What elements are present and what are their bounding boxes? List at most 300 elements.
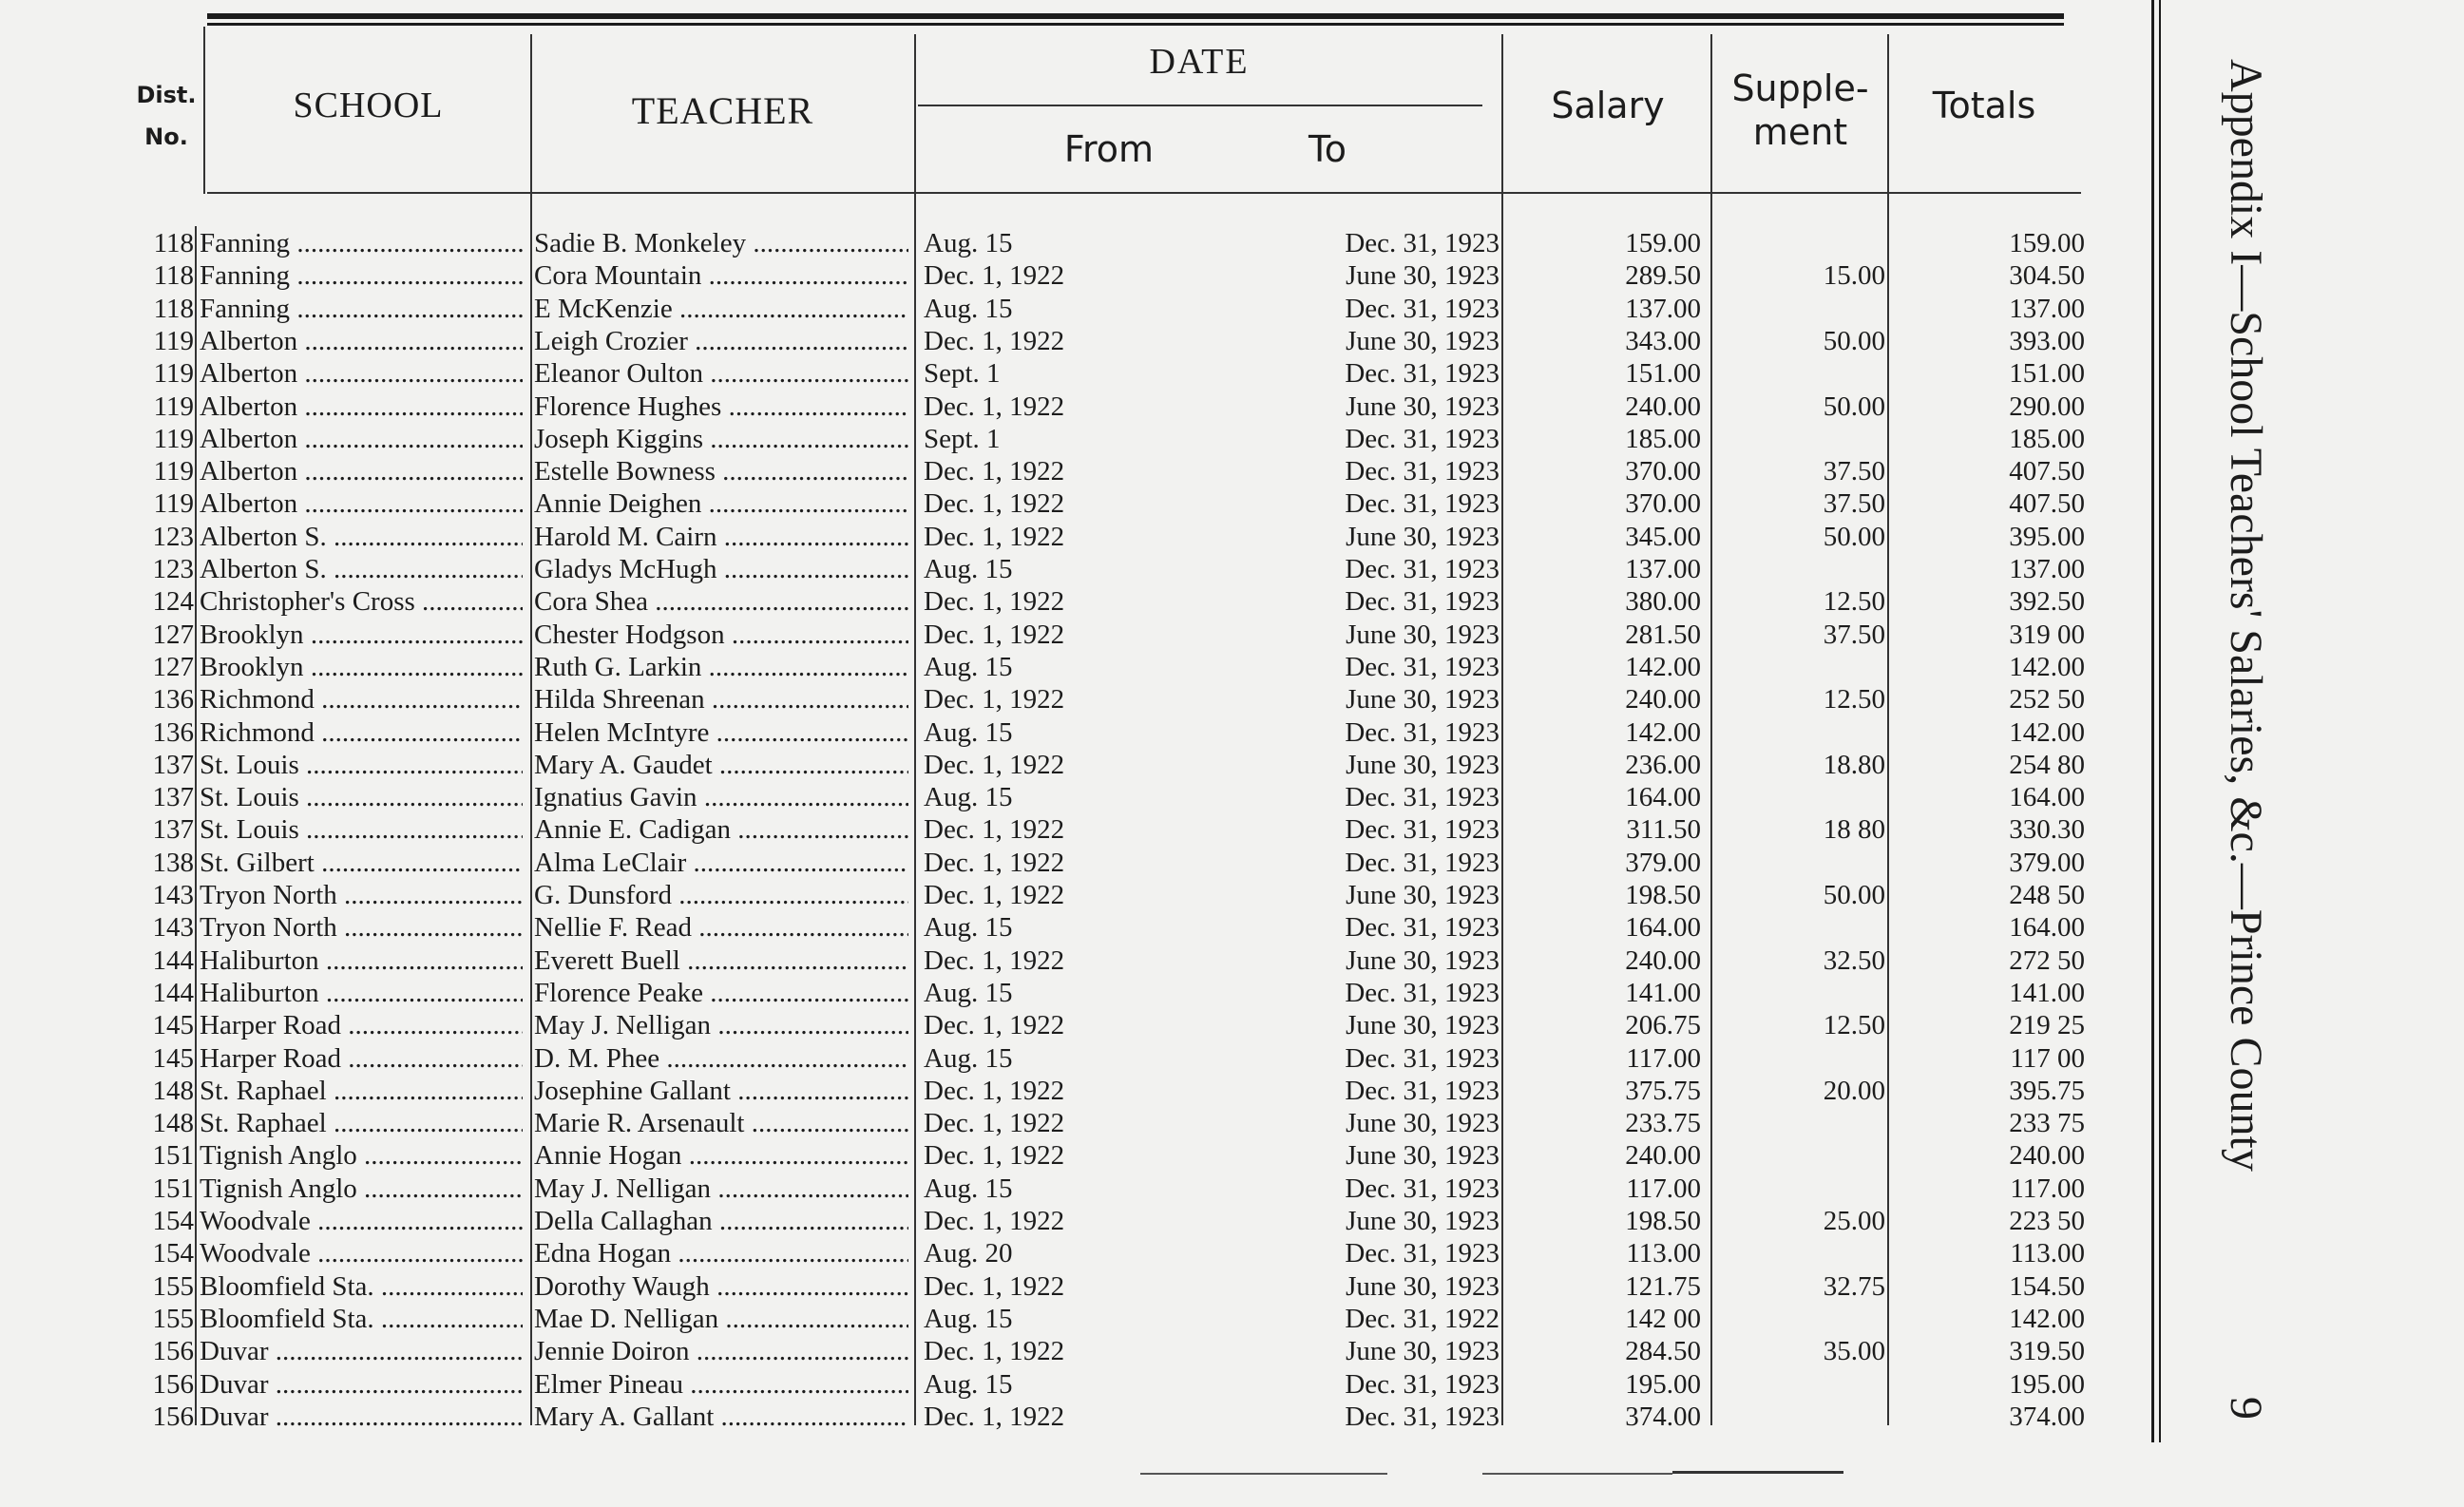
header-teacher: TEACHER: [631, 89, 814, 132]
date-to: June 30, 1923: [1346, 1140, 1499, 1172]
table-row: [0, 1335, 2091, 1367]
total: 254 80: [2009, 749, 2085, 780]
teacher-name: Edna Hogan .....: [534, 1237, 908, 1269]
salary: 240.00: [1625, 944, 1701, 976]
table-row: [0, 977, 2091, 1009]
date-to: Dec. 31, 1923: [1345, 1238, 1499, 1269]
school-name: Alberton .....: [200, 391, 523, 423]
salary: 289.50: [1625, 260, 1701, 292]
teacher-name: Jennie Doiron .....: [534, 1335, 908, 1367]
header-dist-line2: No.: [144, 124, 188, 150]
salary: 142.00: [1625, 716, 1701, 748]
total: 379.00: [2009, 847, 2085, 878]
table-row: [0, 813, 2091, 846]
table-row: [0, 1401, 2091, 1433]
dist-no: 118: [153, 228, 194, 258]
salary: 121.75: [1625, 1270, 1701, 1302]
school-name: Tryon North .....: [200, 911, 523, 944]
dist-no: 156: [152, 1401, 194, 1432]
table-row: [0, 1009, 2091, 1041]
side-title: Appendix I—School Teachers' Salaries, &c.—Prince County: [2221, 59, 2271, 1172]
salary: 141.00: [1625, 977, 1701, 1008]
dist-no: 137: [152, 782, 194, 813]
header-supplement-line1: Supple-: [1731, 67, 1869, 109]
total: 319 00: [2009, 619, 2085, 650]
teacher-name: Cora Shea .....: [534, 585, 908, 618]
table-row: [0, 553, 2091, 585]
teacher-name: Josephine Gallant .....: [534, 1075, 908, 1107]
date-to: Dec. 31, 1923: [1345, 977, 1499, 1008]
date-to: Dec. 31, 1923: [1345, 293, 1499, 324]
dist-no: 144: [152, 977, 194, 1008]
supplement: 12.50: [1823, 1010, 1885, 1041]
table-row: [0, 847, 2091, 879]
dist-no: 123: [152, 554, 194, 584]
date-to: Dec. 31, 1922: [1345, 1303, 1499, 1334]
teacher-name: Estelle Bowness .....: [534, 455, 908, 487]
header-from: From: [1063, 128, 1155, 170]
top-rule-thin: [207, 23, 2064, 26]
table-row: [0, 619, 2091, 651]
table-row: [0, 944, 2091, 977]
teacher-name: Annie Deighen .....: [534, 487, 908, 520]
bottom-rule-fragment: [1482, 1473, 1672, 1475]
school-name: Alberton S. .....: [200, 521, 523, 553]
salary: 380.00: [1625, 586, 1701, 618]
table-row: [0, 1173, 2091, 1205]
total: 195.00: [2009, 1368, 2085, 1400]
header-to: To: [1308, 128, 1347, 170]
date-to: June 30, 1923: [1346, 391, 1499, 422]
teacher-name: Mary A. Gaudet .....: [534, 749, 908, 781]
school-name: St. Louis .....: [200, 813, 523, 846]
dist-no: 138: [152, 847, 194, 878]
table-row: [0, 1303, 2091, 1335]
date-to: June 30, 1923: [1346, 325, 1499, 356]
total: 395.75: [2009, 1075, 2085, 1106]
salary: 137.00: [1625, 293, 1701, 324]
table-row: [0, 879, 2091, 911]
total: 185.00: [2009, 423, 2085, 454]
school-name: Tignish Anglo .....: [200, 1139, 523, 1172]
date-from: Sept. 1: [924, 423, 1001, 454]
school-name: Richmond .....: [200, 683, 523, 715]
school-name: Alberton .....: [200, 487, 523, 520]
bottom-rule-fragment: [1140, 1473, 1387, 1475]
supplement: 32.75: [1823, 1270, 1885, 1302]
dist-no: 155: [152, 1270, 194, 1302]
school-name: Woodvale .....: [200, 1205, 523, 1237]
side-rule: [2151, 0, 2154, 1442]
supplement: 20.00: [1823, 1075, 1885, 1106]
school-name: Tryon North .....: [200, 879, 523, 911]
teacher-name: Joseph Kiggins .....: [534, 423, 908, 455]
salary: 198.50: [1625, 880, 1701, 910]
total: 113.00: [2010, 1238, 2085, 1269]
teacher-name: Florence Peake .....: [534, 977, 908, 1009]
salary: 151.00: [1625, 358, 1701, 390]
date-from: Aug. 15: [924, 554, 1013, 584]
school-name: Alberton S. .....: [200, 553, 523, 585]
date-from: Dec. 1, 1922: [924, 456, 1065, 487]
total: 252 50: [2009, 684, 2085, 715]
salary: 343.00: [1625, 325, 1701, 356]
date-to: June 30, 1923: [1346, 1336, 1499, 1367]
dist-no: 119: [153, 391, 194, 422]
date-to: June 30, 1923: [1346, 619, 1499, 650]
school-name: Richmond .....: [200, 716, 523, 749]
table-row: [0, 455, 2091, 487]
dist-no: 119: [153, 325, 194, 356]
dist-no: 127: [152, 619, 194, 650]
school-name: Brooklyn .....: [200, 651, 523, 683]
teacher-name: Eleanor Oulton .....: [534, 357, 908, 390]
dist-no: 136: [152, 684, 194, 715]
school-name: Fanning .....: [200, 293, 523, 325]
total: 141.00: [2009, 977, 2085, 1008]
dist-no: 156: [152, 1336, 194, 1367]
date-from: Dec. 1, 1922: [924, 1336, 1065, 1367]
salary: 284.50: [1625, 1336, 1701, 1367]
table-row: [0, 716, 2091, 749]
salary: 236.00: [1625, 749, 1701, 780]
table-row: [0, 781, 2091, 813]
total: 142.00: [2009, 1303, 2085, 1334]
date-to: Dec. 31, 1923: [1345, 1401, 1499, 1432]
table-row: [0, 749, 2091, 781]
school-name: St. Gilbert .....: [200, 847, 523, 879]
school-name: Haliburton .....: [200, 944, 523, 977]
supplement: 25.00: [1823, 1206, 1885, 1236]
teacher-name: Leigh Crozier .....: [534, 325, 908, 357]
dist-no: 155: [152, 1303, 194, 1334]
total: 290.00: [2009, 391, 2085, 422]
total: 117 00: [2010, 1042, 2085, 1074]
table-row: [0, 325, 2091, 357]
dist-no: 154: [152, 1206, 194, 1236]
date-from: Aug. 15: [924, 1042, 1013, 1074]
page-number: 9: [2221, 1397, 2271, 1420]
date-to: Dec. 31, 1923: [1345, 1042, 1499, 1074]
salary: 185.00: [1625, 423, 1701, 454]
table-row: [0, 293, 2091, 325]
school-name: Alberton .....: [200, 325, 523, 357]
teacher-name: Ignatius Gavin .....: [534, 781, 908, 813]
dist-no: 124: [152, 586, 194, 618]
teacher-name: May J. Nelligan .....: [534, 1173, 908, 1205]
date-to: Dec. 31, 1923: [1345, 456, 1499, 487]
total: 151.00: [2009, 358, 2085, 390]
salary: 374.00: [1625, 1401, 1701, 1432]
dist-no: 137: [152, 814, 194, 846]
date-from: Dec. 1, 1922: [924, 260, 1065, 292]
date-to: June 30, 1923: [1346, 1206, 1499, 1236]
salary: 195.00: [1625, 1368, 1701, 1400]
date-from: Aug. 15: [924, 977, 1013, 1008]
header-dist-no: [133, 74, 200, 158]
salary: 240.00: [1625, 1140, 1701, 1172]
teacher-name: Gladys McHugh .....: [534, 553, 908, 585]
date-from: Dec. 1, 1922: [924, 814, 1065, 846]
school-name: Woodvale .....: [200, 1237, 523, 1269]
date-from: Aug. 15: [924, 1303, 1013, 1334]
school-name: Brooklyn .....: [200, 619, 523, 651]
header-salary: Salary: [1551, 85, 1665, 126]
dist-no: 127: [152, 651, 194, 682]
total: 319.50: [2009, 1336, 2085, 1367]
salary: 159.00: [1625, 228, 1701, 258]
supplement: 37.50: [1823, 619, 1885, 650]
table-row: [0, 227, 2091, 259]
dist-no: 144: [152, 944, 194, 976]
date-from: Dec. 1, 1922: [924, 944, 1065, 976]
total: 233 75: [2009, 1108, 2085, 1139]
total: 219 25: [2009, 1010, 2085, 1041]
bottom-rule-fragment: [1672, 1471, 1843, 1474]
salary: 206.75: [1625, 1010, 1701, 1041]
school-name: St. Louis .....: [200, 781, 523, 813]
date-from: Dec. 1, 1922: [924, 880, 1065, 910]
date-from: Aug. 15: [924, 228, 1013, 258]
date-header-rule: [918, 105, 1482, 106]
table-row: [0, 391, 2091, 423]
dist-no: 119: [153, 358, 194, 390]
school-name: St. Raphael .....: [200, 1075, 523, 1107]
teacher-name: Mary A. Gallant .....: [534, 1401, 908, 1433]
date-to: Dec. 31, 1923: [1345, 1368, 1499, 1400]
date-to: Dec. 31, 1923: [1345, 782, 1499, 813]
salary: 164.00: [1625, 782, 1701, 813]
total: 159.00: [2009, 228, 2085, 258]
teacher-name: Chester Hodgson .....: [534, 619, 908, 651]
supplement: 12.50: [1823, 586, 1885, 618]
date-from: Dec. 1, 1922: [924, 1010, 1065, 1041]
date-to: June 30, 1923: [1346, 260, 1499, 292]
supplement: 35.00: [1823, 1336, 1885, 1367]
header-totals: Totals: [1932, 85, 2036, 126]
date-from: Aug. 15: [924, 1368, 1013, 1400]
teacher-name: Della Callaghan .....: [534, 1205, 908, 1237]
teacher-name: Annie Hogan .....: [534, 1139, 908, 1172]
teacher-name: Sadie B. Monkeley .....: [534, 227, 908, 259]
table-row: [0, 487, 2091, 520]
salary: 370.00: [1625, 456, 1701, 487]
date-to: Dec. 31, 1923: [1345, 912, 1499, 944]
total: 142.00: [2009, 651, 2085, 682]
table-row: [0, 585, 2091, 618]
dist-no: 119: [153, 456, 194, 487]
total: 164.00: [2009, 782, 2085, 813]
date-from: Dec. 1, 1922: [924, 749, 1065, 780]
table-row: [0, 1139, 2091, 1172]
date-from: Dec. 1, 1922: [924, 391, 1065, 422]
total: 154.50: [2009, 1270, 2085, 1302]
table-row: [0, 651, 2091, 683]
total: 137.00: [2009, 554, 2085, 584]
dist-no: 118: [153, 293, 194, 324]
dist-no: 136: [152, 716, 194, 748]
total: 304.50: [2009, 260, 2085, 292]
teacher-name: Annie E. Cadigan .....: [534, 813, 908, 846]
school-name: St. Louis .....: [200, 749, 523, 781]
date-to: June 30, 1923: [1346, 1270, 1499, 1302]
side-rule-thin: [2159, 0, 2161, 1442]
salary: 370.00: [1625, 488, 1701, 520]
dist-no: 145: [152, 1042, 194, 1074]
teacher-name: Hilda Shreenan .....: [534, 683, 908, 715]
date-to: June 30, 1923: [1346, 749, 1499, 780]
header-supplement-line2: ment: [1752, 111, 1848, 153]
table-row: [0, 423, 2091, 455]
teacher-name: Helen McIntyre .....: [534, 716, 908, 749]
header-supplement: [1712, 67, 1888, 154]
supplement: 50.00: [1823, 521, 1885, 552]
supplement: 50.00: [1823, 391, 1885, 422]
teacher-name: Dorothy Waugh .....: [534, 1270, 908, 1303]
header-school: SCHOOL: [293, 86, 444, 125]
salary: 142.00: [1625, 651, 1701, 682]
dist-no: 148: [152, 1075, 194, 1106]
total: 395.00: [2009, 521, 2085, 552]
total: 407.50: [2009, 456, 2085, 487]
table-row: [0, 1075, 2091, 1107]
total: 117.00: [2010, 1173, 2085, 1204]
teacher-name: Ruth G. Larkin .....: [534, 651, 908, 683]
school-name: Alberton .....: [200, 423, 523, 455]
date-from: Sept. 1: [924, 358, 1001, 390]
teacher-name: Elmer Pineau .....: [534, 1368, 908, 1401]
total: 142.00: [2009, 716, 2085, 748]
header-dist-line1: Dist.: [136, 82, 197, 108]
teacher-name: Florence Hughes .....: [534, 391, 908, 423]
total: 248 50: [2009, 880, 2085, 910]
teacher-name: Cora Mountain .....: [534, 259, 908, 292]
date-to: Dec. 31, 1923: [1345, 716, 1499, 748]
salary: 233.75: [1625, 1108, 1701, 1139]
total: 374.00: [2009, 1401, 2085, 1432]
table-row: [0, 683, 2091, 715]
table-row: [0, 1237, 2091, 1269]
salary: 113.00: [1626, 1238, 1701, 1269]
total: 393.00: [2009, 325, 2085, 356]
teacher-name: Alma LeClair .....: [534, 847, 908, 879]
dist-no: 119: [153, 488, 194, 520]
date-from: Dec. 1, 1922: [924, 521, 1065, 552]
date-from: Aug. 15: [924, 651, 1013, 682]
table-row: [0, 357, 2091, 390]
teacher-name: Mae D. Nelligan .....: [534, 1303, 908, 1335]
date-to: Dec. 31, 1923: [1345, 488, 1499, 520]
school-name: St. Raphael .....: [200, 1107, 523, 1139]
table-row: [0, 1107, 2091, 1139]
teacher-name: Marie R. Arsenault .....: [534, 1107, 908, 1139]
supplement: 12.50: [1823, 684, 1885, 715]
date-from: Dec. 1, 1922: [924, 1140, 1065, 1172]
school-name: Tignish Anglo .....: [200, 1173, 523, 1205]
salary: 281.50: [1625, 619, 1701, 650]
total: 137.00: [2009, 293, 2085, 324]
supplement: 15.00: [1823, 260, 1885, 292]
table-row: [0, 521, 2091, 553]
date-to: Dec. 31, 1923: [1345, 1173, 1499, 1204]
dist-no: 145: [152, 1010, 194, 1041]
dist-no: 148: [152, 1108, 194, 1139]
salary: 117.00: [1626, 1173, 1701, 1204]
dist-no: 151: [152, 1140, 194, 1172]
school-name: Christopher's Cross .....: [200, 585, 523, 618]
date-to: June 30, 1923: [1346, 1010, 1499, 1041]
date-to: June 30, 1923: [1346, 880, 1499, 910]
school-name: Harper Road .....: [200, 1009, 523, 1041]
dist-no: 143: [152, 912, 194, 944]
header-date: DATE: [1149, 42, 1250, 82]
teacher-name: Harold M. Cairn .....: [534, 521, 908, 553]
school-name: Haliburton .....: [200, 977, 523, 1009]
supplement: 37.50: [1823, 456, 1885, 487]
date-from: Dec. 1, 1922: [924, 1206, 1065, 1236]
date-from: Dec. 1, 1922: [924, 619, 1065, 650]
teacher-name: May J. Nelligan .....: [534, 1009, 908, 1041]
salary: 142 00: [1625, 1303, 1701, 1334]
date-from: Aug. 15: [924, 1173, 1013, 1204]
date-to: June 30, 1923: [1346, 944, 1499, 976]
total: 392.50: [2009, 586, 2085, 618]
date-to: Dec. 31, 1923: [1345, 358, 1499, 390]
col-line-dist-header: [203, 27, 205, 194]
date-to: Dec. 31, 1923: [1345, 651, 1499, 682]
date-from: Dec. 1, 1922: [924, 684, 1065, 715]
supplement: 37.50: [1823, 488, 1885, 520]
salary: 117.00: [1626, 1042, 1701, 1074]
dist-no: 137: [152, 749, 194, 780]
salary: 198.50: [1625, 1206, 1701, 1236]
school-name: Bloomfield Sta. .....: [200, 1303, 523, 1335]
date-from: Dec. 1, 1922: [924, 1075, 1065, 1106]
school-name: Bloomfield Sta. .....: [200, 1270, 523, 1303]
table-row: [0, 1205, 2091, 1237]
top-rule: [207, 13, 2064, 19]
date-from: Dec. 1, 1922: [924, 1401, 1065, 1432]
salary: 240.00: [1625, 391, 1701, 422]
teacher-name: G. Dunsford .....: [534, 879, 908, 911]
school-name: Fanning .....: [200, 259, 523, 292]
date-from: Dec. 1, 1922: [924, 488, 1065, 520]
date-from: Dec. 1, 1922: [924, 847, 1065, 878]
dist-no: 143: [152, 880, 194, 910]
table-row: [0, 1270, 2091, 1303]
date-to: June 30, 1923: [1346, 684, 1499, 715]
supplement: 50.00: [1823, 325, 1885, 356]
table-row: [0, 1368, 2091, 1401]
supplement: 18.80: [1823, 749, 1885, 780]
dist-no: 154: [152, 1238, 194, 1269]
total: 272 50: [2009, 944, 2085, 976]
total: 240.00: [2009, 1140, 2085, 1172]
date-to: Dec. 31, 1923: [1345, 228, 1499, 258]
date-from: Aug. 15: [924, 912, 1013, 944]
school-name: Fanning .....: [200, 227, 523, 259]
table-row: [0, 1042, 2091, 1075]
date-to: June 30, 1923: [1346, 521, 1499, 552]
dist-no: 119: [153, 423, 194, 454]
salary: 137.00: [1625, 554, 1701, 584]
date-from: Aug. 15: [924, 293, 1013, 324]
date-to: Dec. 31, 1923: [1345, 814, 1499, 846]
supplement: 18 80: [1823, 814, 1885, 846]
dist-no: 123: [152, 521, 194, 552]
date-to: Dec. 31, 1923: [1345, 423, 1499, 454]
teacher-name: D. M. Phee .....: [534, 1042, 908, 1075]
